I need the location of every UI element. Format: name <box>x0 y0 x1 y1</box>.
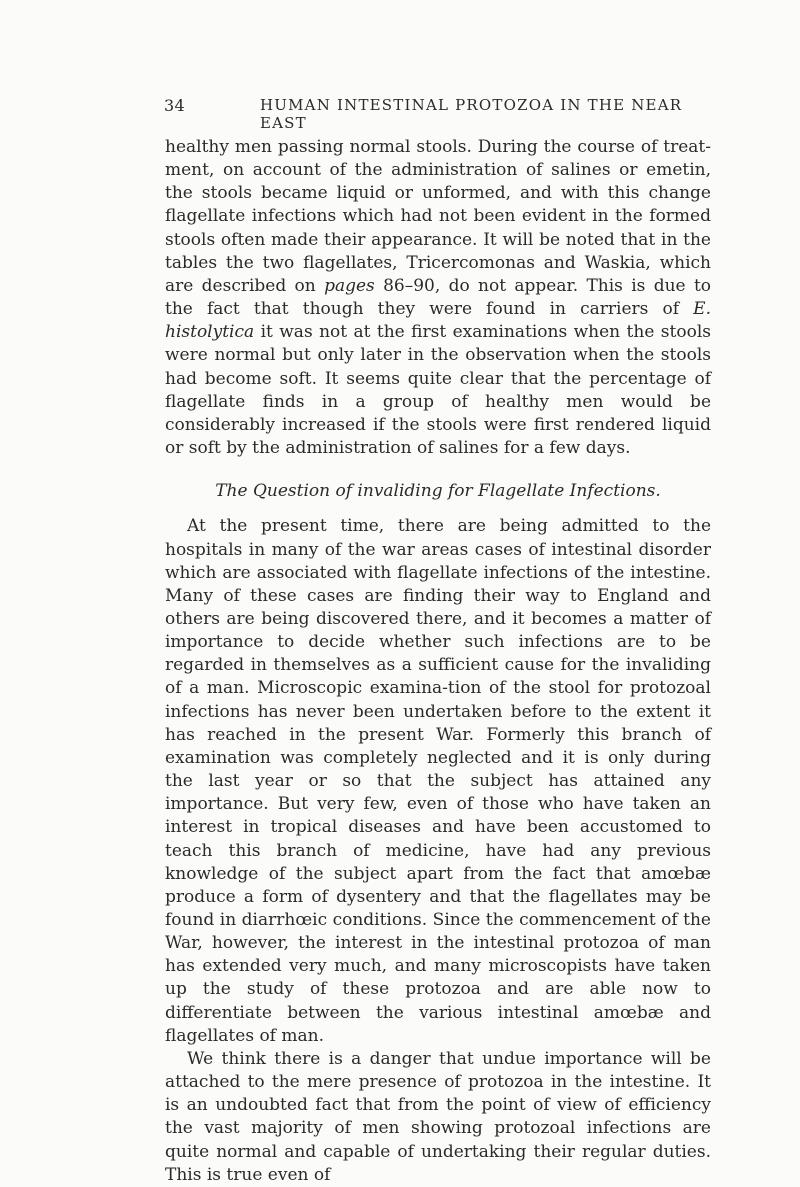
paragraph-1-part-b: 86–90, do not appear. This is due to the fact that though they were found in carriers of <box>165 275 712 320</box>
paragraph-3: We think there is a danger that undue importance will be attached to the mere presence of protozoa in the intestine. It is an undoubted fact that from the point of view of efficiency the vast majority of men showing protozoal infections are quite normal and capable of undertaking their regular duties. This is true even of <box>165 1048 711 1185</box>
species-name: E. histolytica <box>165 299 711 343</box>
pages-word: pages <box>324 275 375 296</box>
paragraph-1 <box>165 136 711 460</box>
paragraph-1-part-a: healthy men passing normal stools. During the course of treat-ment, on account of the administration of salines or emetin, the stools became liquid or unformed, and with this change flagellate infections which had not been evident in the formed stools often made their appearance. It will be noted that in the tables the two flagellates, Tricercomonas and Waskia, which are described on <box>165 137 711 296</box>
paragraph-1-part-c: it was not at the first examinations when the stools were normal but only later in the observation when the stools had become soft. It seems quite clear that the percentage of flagellate finds in a group of healthy men would be considerably increased if the stools were first rendered liquid or soft by the administration of salines for a few days. <box>165 322 711 459</box>
page-number: 34 <box>164 96 185 115</box>
body-text <box>165 136 711 1187</box>
paragraph-2: At the present time, there are being admitted to the hospitals in many of the war areas cases of intestinal disorder which are associated with flagellate infections of the intestine. Many of these cases are finding their way to England and others are being discovered there, and it becomes a matter of importance to decide whether such infections are to be regarded in themselves as a sufficient cause for the invaliding of a man. Microscopic examina-tion of the stool for protozoal infections has never been undertaken before to the extent it has reached in the present War. Formerly this branch of examination was completely neglected and it is only during the last year or so that the subject has attained any importance. But very few, even of those who have taken an interest in tropical diseases and have been accustomed to teach this branch of medicine, have had any previous knowledge of the subject apart from the fact that amœbæ produce a form of dysentery and that the flagellates may be found in diarrhœic conditions. Since the commencement of the War, however, the interest in the intestinal protozoa of man has extended very much, and many microscopists have taken up the study of these protozoa and are able now to differentiate between the various intestinal amœbæ and flagellates of man. <box>165 516 711 1046</box>
running-title: HUMAN INTESTINAL PROTOZOA IN THE NEAR EAST <box>260 96 683 132</box>
section-heading: The Question of invaliding for Flagellate Infections. <box>215 481 661 502</box>
running-head <box>164 96 710 132</box>
